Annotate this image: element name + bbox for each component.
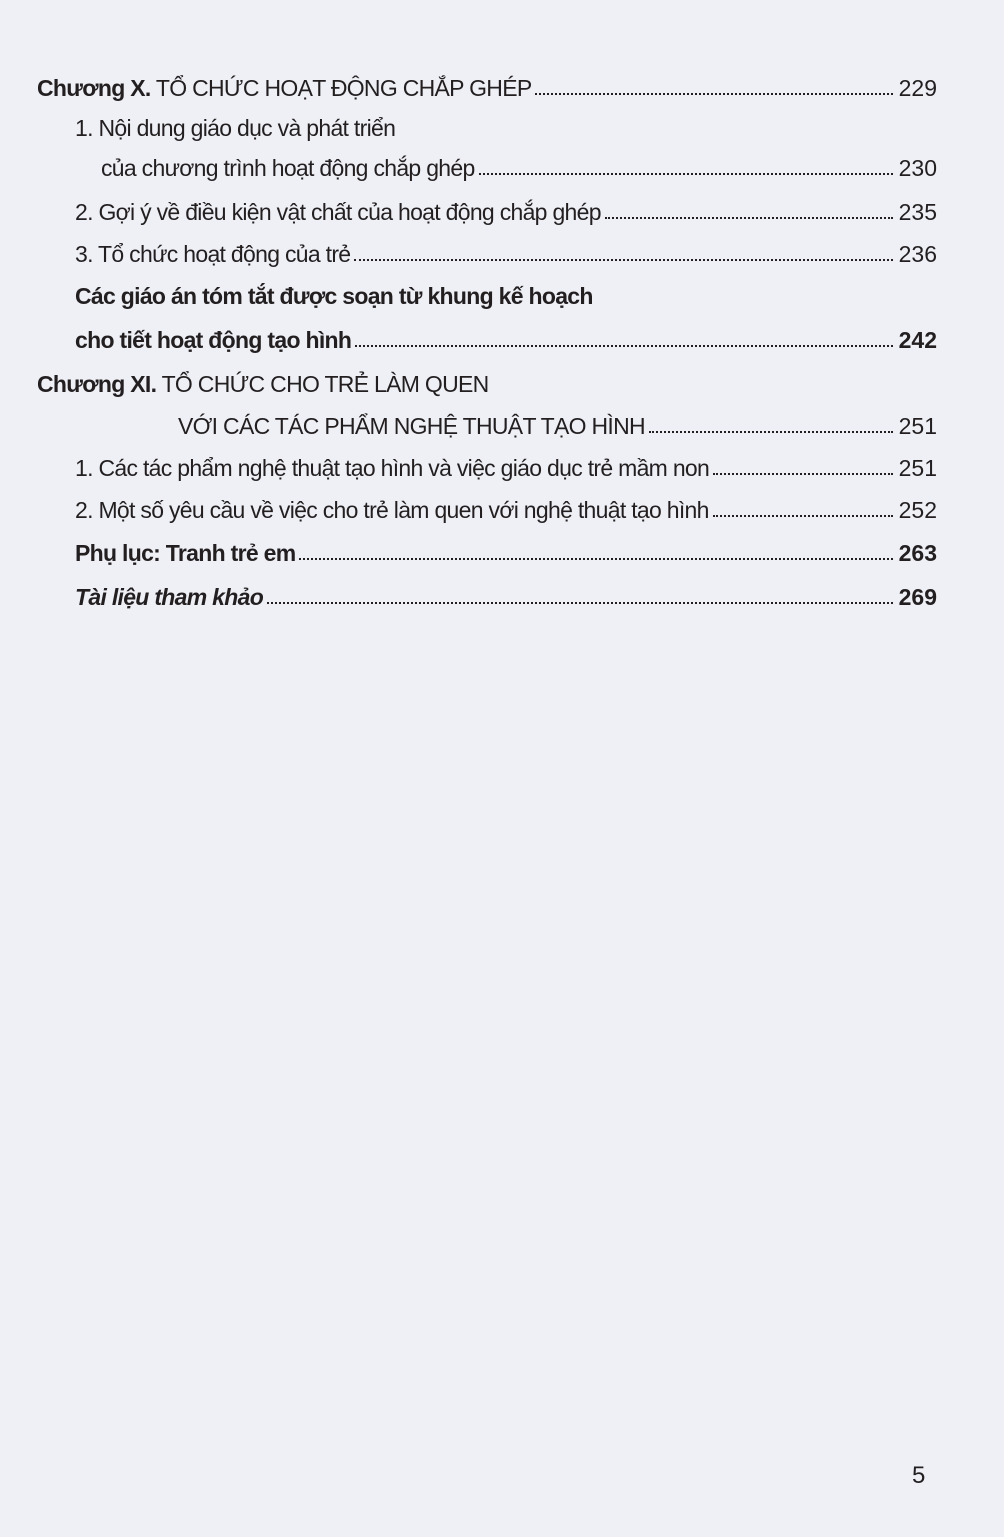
- page-ref: 263: [898, 540, 937, 566]
- entry-title: 1. Nội dung giáo dục và phát triển: [75, 115, 396, 141]
- toc-entry: [75, 239, 937, 269]
- page-ref: 251: [898, 413, 937, 439]
- entry-title: 2. Gợi ý về điều kiện vật chất của hoạt động chắp ghép: [75, 199, 601, 225]
- page-ref: 235: [898, 199, 937, 225]
- dot-leader: [267, 602, 893, 604]
- dot-leader: [535, 93, 892, 95]
- dot-leader: [713, 473, 893, 475]
- dot-leader: [605, 217, 893, 219]
- toc-entry: [178, 411, 937, 441]
- page-ref: 251: [898, 455, 937, 481]
- dot-leader: [479, 173, 893, 175]
- toc-entry: [101, 153, 937, 183]
- entry-title: Tài liệu tham khảo: [75, 584, 264, 610]
- dot-leader: [354, 259, 892, 261]
- toc-entry-references: [75, 582, 937, 612]
- entry-title: Các giáo án tóm tắt được soạn từ khung kế hoạch: [75, 283, 593, 309]
- dot-leader: [355, 345, 892, 347]
- dot-leader: [713, 515, 893, 517]
- chapter-title: TỔ CHỨC CHO TRẺ LÀM QUEN: [161, 371, 489, 397]
- toc-entry: [75, 325, 937, 355]
- toc-entry-chapter-xi: [37, 369, 937, 399]
- page-number: 5: [912, 1462, 926, 1489]
- entry-title: 1. Các tác phẩm nghệ thuật tạo hình và việc giáo dục trẻ mầm non: [75, 455, 710, 481]
- entry-title: VỚI CÁC TÁC PHẨM NGHỆ THUẬT TẠO HÌNH: [178, 413, 645, 439]
- page-ref: 252: [898, 497, 937, 523]
- page-ref: 242: [898, 327, 937, 353]
- toc-entry-chapter-x: [37, 73, 937, 103]
- page-ref: 229: [898, 75, 937, 101]
- chapter-label: Chương X.: [37, 75, 151, 101]
- toc-entry: [75, 495, 937, 525]
- toc-entry: [75, 113, 937, 143]
- toc-entry-appendix: [75, 538, 937, 568]
- toc-entry: [75, 281, 937, 311]
- entry-title: 2. Một số yêu cầu về việc cho trẻ làm quen với nghệ thuật tạo hình: [75, 497, 709, 523]
- entry-title: 3. Tổ chức hoạt động của trẻ: [75, 241, 351, 267]
- page-ref: 269: [898, 584, 937, 610]
- page-ref: 230: [898, 155, 937, 181]
- chapter-label: Chương XI.: [37, 371, 157, 397]
- toc-entry: [75, 197, 937, 227]
- page-ref: 236: [898, 241, 937, 267]
- entry-title: của chương trình hoạt động chắp ghép: [101, 155, 475, 181]
- dot-leader: [299, 558, 892, 560]
- entry-title: cho tiết hoạt động tạo hình: [75, 327, 352, 353]
- chapter-title: TỔ CHỨC HOẠT ĐỘNG CHẮP GHÉP: [155, 75, 532, 101]
- entry-title: Phụ lục: Tranh trẻ em: [75, 540, 296, 566]
- dot-leader: [649, 431, 893, 433]
- toc-entry: [75, 453, 937, 483]
